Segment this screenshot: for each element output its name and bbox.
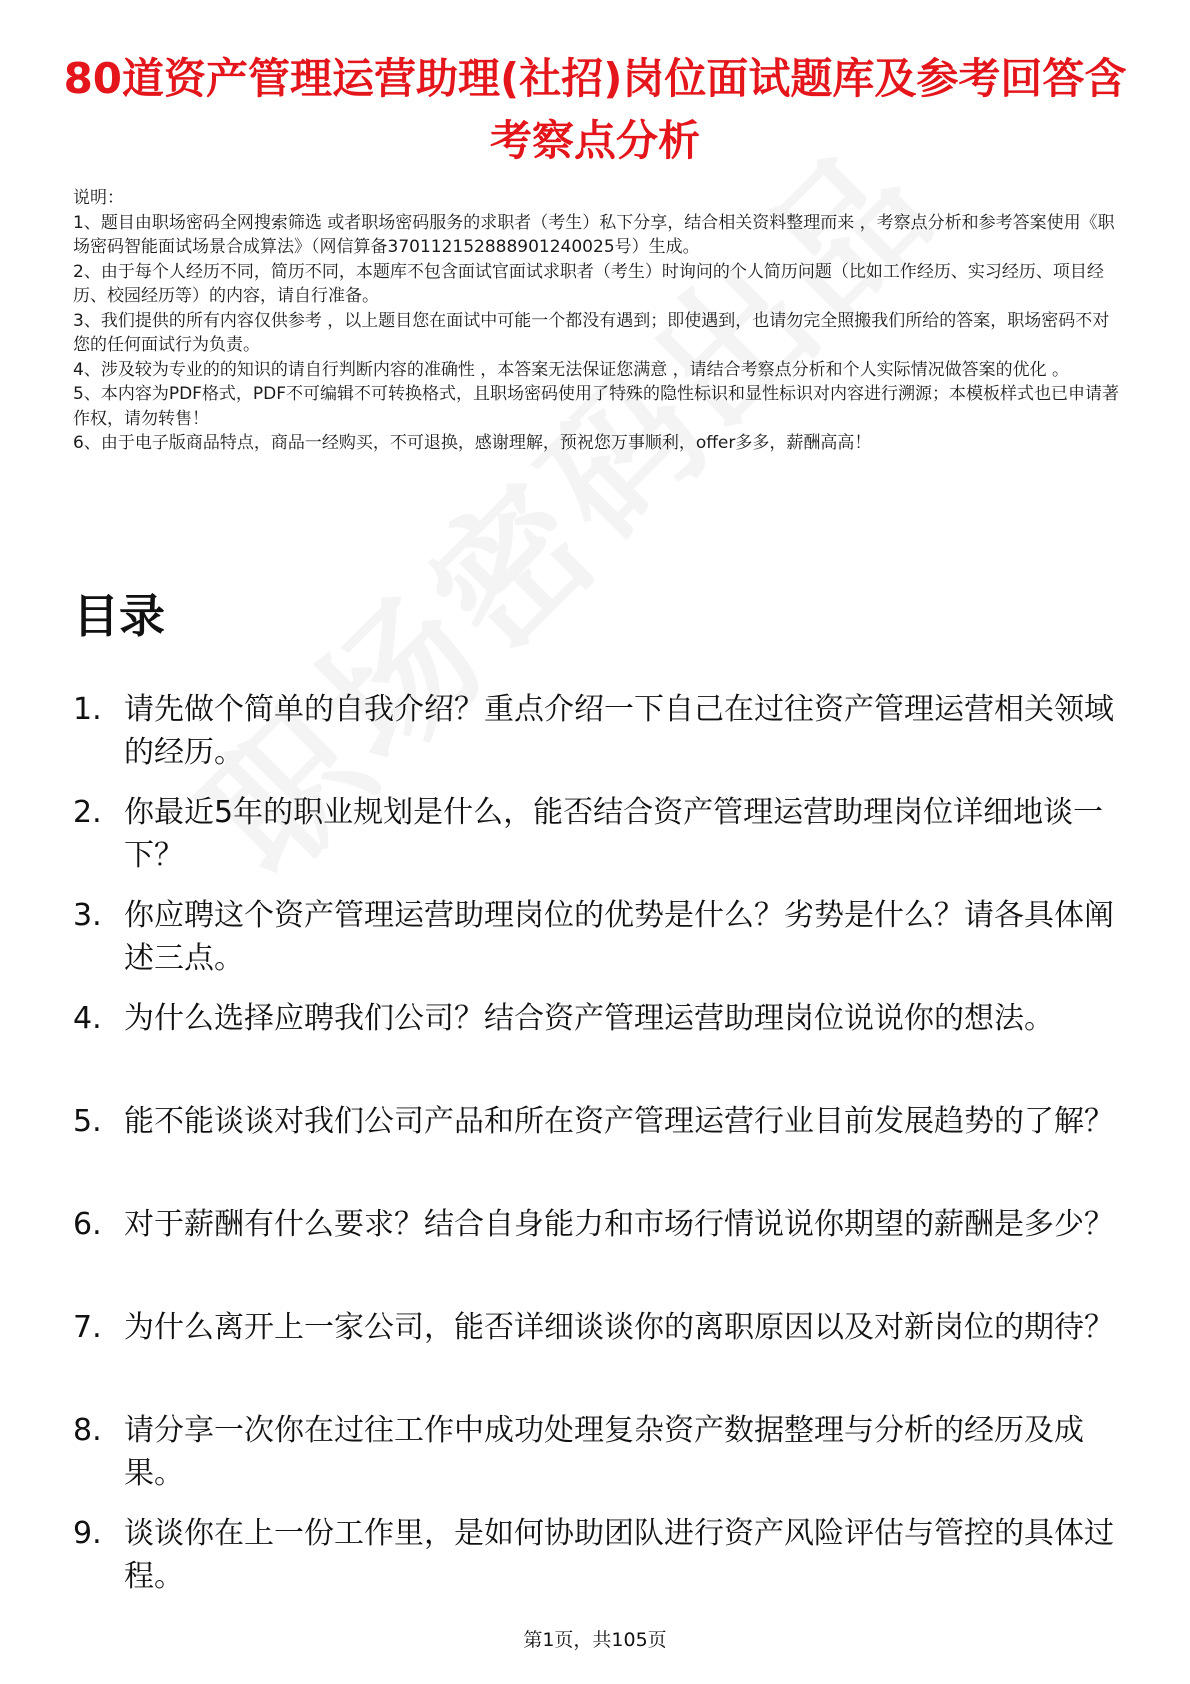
toc-item[interactable]	[73, 688, 1133, 774]
toc-text: 能不能谈谈对我们公司产品和所在资产管理运营行业目前发展趋势的了解？	[124, 1104, 1114, 1139]
toc-number: 1.	[73, 692, 102, 727]
notes-heading: 说明：	[73, 188, 124, 208]
toc-item[interactable]	[73, 997, 1133, 1083]
toc-text: 谈谈你在上一份工作里，是如何协助团队进行资产风险评估与管控的具体过程。	[124, 1516, 1114, 1594]
toc-text: 请分享一次你在过往工作中成功处理复杂资产数据整理与分析的经历及成果。	[124, 1413, 1084, 1491]
toc-number: 6.	[73, 1207, 102, 1242]
toc-text: 你应聘这个资产管理运营助理岗位的优势是什么？劣势是什么？请各具体阐述三点。	[124, 898, 1114, 976]
toc-heading: 目录	[73, 589, 165, 643]
document-title: 80道资产管理运营助理(社招)岗位面试题库及参考回答含考察点分析	[63, 54, 1127, 165]
note-item: 1、题目由职场密码全网搜索筛选 或者职场密码服务的求职者（考生）私下分享，结合相关资料整理而来 ，考察点分析和参考答案使用《职场密码智能面试场景合成算法》（网信算备370112152888901240025号）生成。	[73, 212, 1115, 257]
toc-text: 为什么离开上一家公司，能否详细谈谈你的离职原因以及对新岗位的期待？	[124, 1310, 1114, 1345]
toc-text: 请先做个简单的自我介绍？重点介绍一下自己在过往资产管理运营相关领域的经历。	[124, 692, 1114, 770]
note-item: 4、涉及较为专业的的知识的请自行判断内容的准确性 ，本答案无法保证您满意 ，请结合考察点分析和个人实际情况做答案的优化 。	[73, 359, 1070, 380]
note-item: 2、由于每个人经历不同，简历不同，本题库不包含面试官面试求职者（考生）时询问的个人简历问题（比如工作经历、实习经历、项目经历、校园经历等）的内容，请自行准备。	[73, 261, 1104, 306]
toc-number: 8.	[73, 1413, 102, 1448]
toc-number: 7.	[73, 1310, 102, 1345]
page-footer: 第1页，共105页	[523, 1629, 667, 1651]
toc-number: 2.	[73, 795, 102, 830]
note-item: 5、本内容为PDF格式，PDF不可编辑不可转换格式，且职场密码使用了特殊的隐性标识和显性标识对内容进行溯源；本模板样式也已申请著作权，请勿转售！	[73, 384, 1120, 429]
toc-number: 5.	[73, 1104, 102, 1139]
toc-number: 4.	[73, 1001, 102, 1036]
toc-item[interactable]	[73, 791, 1133, 877]
toc-list	[73, 688, 1133, 1615]
toc-number: 3.	[73, 898, 102, 933]
toc-text: 为什么选择应聘我们公司？结合资产管理运营助理岗位说说你的想法。	[124, 1001, 1054, 1036]
toc-item[interactable]	[73, 1100, 1133, 1186]
note-item: 3、我们提供的所有内容仅供参考 ，以上题目您在面试中可能一个都没有遇到；即使遇到，也请勿完全照搬我们所给的答案，职场密码不对您的任何面试行为负责。	[73, 310, 1110, 355]
toc-text: 你最近5年的职业规划是什么，能否结合资产管理运营助理岗位详细地谈一下？	[124, 795, 1104, 873]
toc-item[interactable]	[73, 1512, 1133, 1598]
notes-section	[73, 186, 1123, 456]
toc-item[interactable]	[73, 894, 1133, 980]
toc-item[interactable]	[73, 1203, 1133, 1289]
note-item: 6、由于电子版商品特点，商品一经购买，不可退换，感谢理解，预祝您万事顺利，offer多多，薪酬高高！	[73, 433, 872, 453]
toc-text: 对于薪酬有什么要求？结合自身能力和市场行情说说你期望的薪酬是多少？	[124, 1207, 1114, 1242]
toc-item[interactable]	[73, 1306, 1133, 1392]
toc-item[interactable]	[73, 1409, 1133, 1495]
toc-number: 9.	[73, 1516, 102, 1551]
